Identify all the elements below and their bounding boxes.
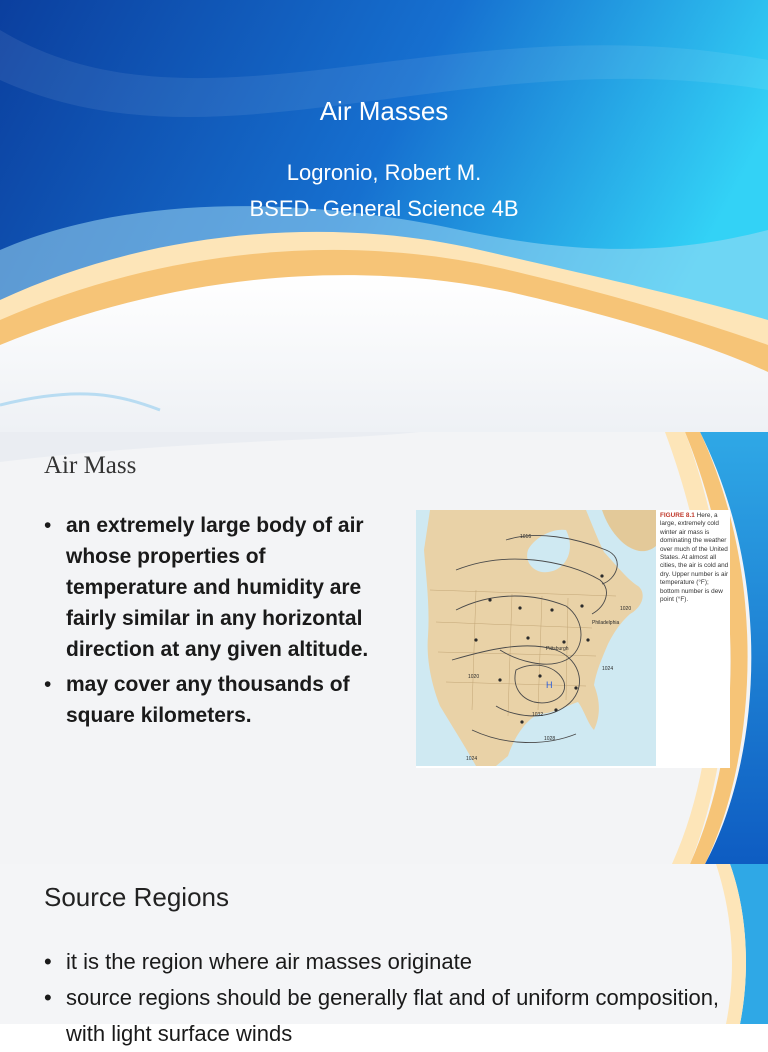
- figure-caption-lead: FIGURE 8.1: [660, 512, 695, 519]
- isobar-label: 1016: [520, 534, 532, 540]
- bullet-item: [44, 669, 374, 731]
- bullet-text: source regions should be generally flat and of uniform composition, with light surface winds: [66, 985, 720, 1046]
- isobar-label: 1020: [468, 674, 480, 680]
- isobar-label: 1028: [544, 736, 556, 742]
- presentation-title: Air Masses: [319, 96, 449, 126]
- bullet-item: [44, 980, 744, 1052]
- weather-map-figure: [416, 510, 730, 768]
- bullet-text: may cover any thousands of square kilometers.: [66, 673, 350, 727]
- bullet-icon: •: [44, 949, 52, 974]
- bullet-icon: •: [44, 514, 52, 537]
- city-label: Philadelphia: [592, 620, 620, 626]
- bullet-list: [44, 510, 374, 735]
- high-pressure-label: H: [546, 680, 553, 690]
- bullet-text: an extremely large body of air whose properties of temperature and humidity are fairly similar in any horizontal direction at any given altitude.: [66, 514, 369, 661]
- slide-heading: Source Regions: [44, 882, 229, 912]
- bullet-icon: •: [44, 985, 52, 1010]
- source-regions-slide: [0, 864, 768, 1046]
- author-name: Logronio, Robert M.: [286, 160, 482, 185]
- bullet-text: it is the region where air masses originate: [66, 949, 472, 974]
- bullet-item: [44, 944, 744, 980]
- figure-caption: [660, 512, 730, 604]
- bullet-list: [44, 944, 744, 1052]
- isobar-label: 1024: [466, 756, 478, 762]
- isobar-label: 1024: [602, 666, 614, 672]
- course-name: BSED- General Science 4B: [249, 196, 519, 221]
- air-mass-slide: [0, 432, 768, 864]
- city-label: Pittsburgh: [546, 646, 569, 652]
- bullet-icon: •: [44, 673, 52, 696]
- isobar-label: 1032: [532, 712, 544, 718]
- bullet-item: [44, 510, 374, 665]
- slide-heading: Air Mass: [44, 452, 137, 479]
- figure-caption-text: Here, a large, extremely cold winter air mass is dominating the weather over much of the United States. At almost all cities, the air is cold and dry. Upper number is air temperature (°F); bottom number is dew point (°F).: [660, 512, 729, 604]
- weather-map-image: [416, 510, 656, 766]
- isobar-label: 1020: [620, 606, 632, 612]
- title-slide: [0, 0, 768, 432]
